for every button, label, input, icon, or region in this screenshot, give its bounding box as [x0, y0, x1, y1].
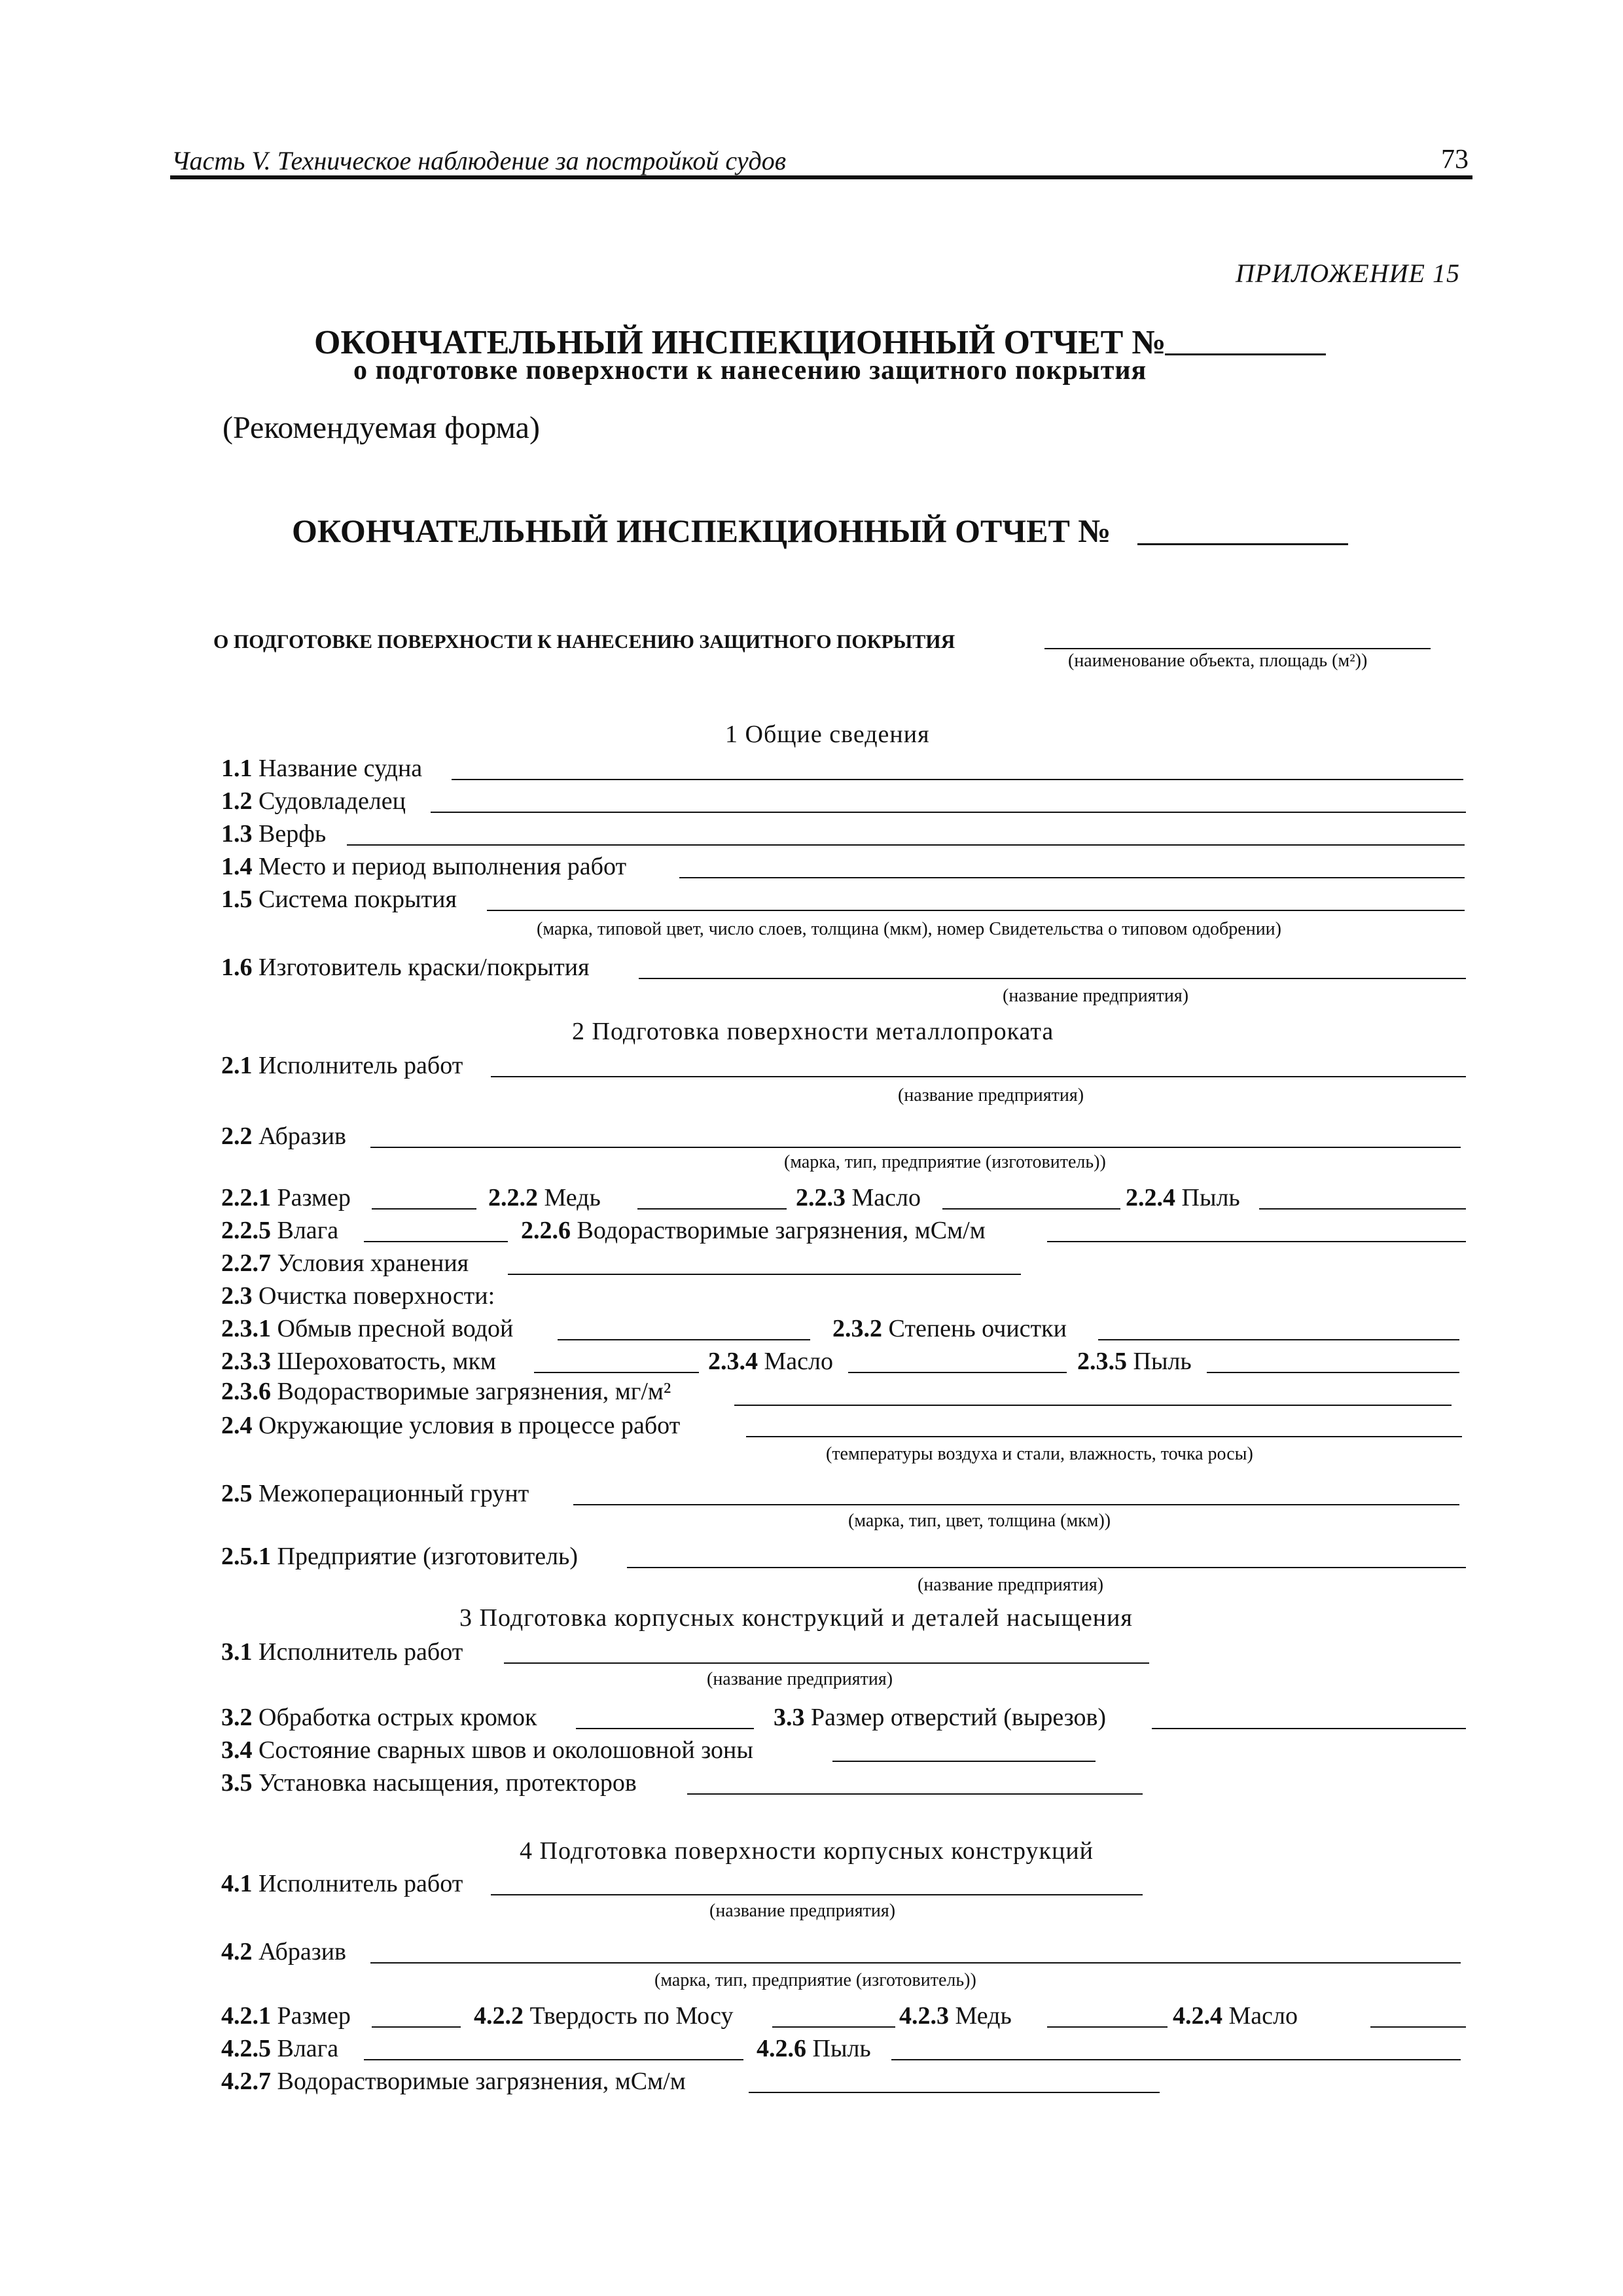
field-2-1-line[interactable]: [491, 1076, 1466, 1077]
field-2-2-1-line[interactable]: [372, 1208, 476, 1210]
field-3-3-line[interactable]: [1152, 1728, 1466, 1729]
field-2-5-line[interactable]: [573, 1504, 1459, 1505]
field-1-4-line[interactable]: [679, 877, 1465, 878]
field-4-2-7-line[interactable]: [749, 2092, 1160, 2093]
field-2-4-label: 2.4 Окружающие условия в процессе работ: [221, 1412, 681, 1439]
field-1-3-label: 1.3 Верфь: [221, 820, 327, 848]
report-title: ОКОНЧАТЕЛЬНЫЙ ИНСПЕКЦИОННЫЙ ОТЧЕТ №: [314, 324, 1166, 361]
field-2-2-5-label: 2.2.5 Влага: [221, 1217, 339, 1244]
field-1-4-label: 1.4 Место и период выполнения работ: [221, 853, 627, 880]
field-2-3-1-label: 2.3.1 Обмыв пресной водой: [221, 1315, 514, 1342]
field-1-6-label: 1.6 Изготовитель краски/покрытия: [221, 954, 590, 981]
field-2-5-hint: (марка, тип, цвет, толщина (мкм)): [848, 1511, 1111, 1531]
field-2-3-3-label: 2.3.3 Шероховатость, мкм: [221, 1348, 497, 1375]
field-2-2-6-label: 2.2.6 Водорастворимые загрязнения, мСм/м: [521, 1217, 986, 1244]
field-2-5-1-hint: (название предприятия): [918, 1575, 1104, 1595]
field-4-2-line[interactable]: [370, 1962, 1461, 1964]
field-1-1-line[interactable]: [452, 779, 1463, 780]
field-2-2-label: 2.2 Абразив: [221, 1122, 347, 1150]
field-1-6-hint: (название предприятия): [1003, 986, 1189, 1006]
field-3-5-label: 3.5 Установка насыщения, протекторов: [221, 1769, 637, 1797]
recommended-form-label: (Рекомендуемая форма): [223, 410, 540, 445]
field-4-2-7-label: 4.2.7 Водорастворимые загрязнения, мСм/м: [221, 2068, 686, 2095]
field-3-3-label: 3.3 Размер отверстий (вырезов): [774, 1704, 1107, 1731]
field-1-6-line[interactable]: [639, 978, 1466, 979]
field-1-2-label: 1.2 Судовладелец: [221, 787, 406, 815]
field-2-2-5-line[interactable]: [364, 1241, 508, 1242]
field-4-2-6-label: 4.2.6 Пыль: [757, 2035, 871, 2062]
page-number: 73: [1441, 145, 1469, 175]
field-3-2-label: 3.2 Обработка острых кромок: [221, 1704, 537, 1731]
field-4-2-4-label: 4.2.4 Масло: [1173, 2002, 1298, 2030]
report-subtitle: о подготовке поверхности к нанесению защитного покрытия: [353, 355, 1147, 386]
field-2-2-3-label: 2.2.3 Масло: [796, 1184, 921, 1211]
field-2-5-label: 2.5 Межоперационный грунт: [221, 1480, 529, 1507]
field-4-2-1-line[interactable]: [372, 2026, 461, 2028]
field-4-2-5-label: 4.2.5 Влага: [221, 2035, 339, 2062]
field-2-3-5-label: 2.3.5 Пыль: [1077, 1348, 1192, 1375]
field-1-5-hint: (марка, типовой цвет, число слоев, толщина (мкм), номер Свидетельства о типовом одобрении): [537, 919, 1281, 939]
field-2-4-hint: (температуры воздуха и стали, влажность, точка росы): [826, 1444, 1253, 1464]
running-title: Часть V. Техническое наблюдение за постройкой судов: [171, 146, 787, 175]
field-1-3-line[interactable]: [347, 844, 1465, 846]
field-1-2-line[interactable]: [431, 812, 1466, 813]
field-2-2-2-label: 2.2.2 Медь: [488, 1184, 601, 1211]
subject-label: О ПОДГОТОВКЕ ПОВЕРХНОСТИ К НАНЕСЕНИЮ ЗАЩИТНОГО ПОКРЫТИЯ: [213, 631, 955, 653]
field-2-2-4-label: 2.2.4 Пыль: [1126, 1184, 1240, 1211]
field-2-3-3-line[interactable]: [534, 1372, 699, 1373]
field-2-3-label: 2.3 Очистка поверхности:: [221, 1282, 495, 1310]
field-4-2-1-label: 4.2.1 Размер: [221, 2002, 351, 2030]
field-4-2-3-line[interactable]: [1047, 2026, 1168, 2028]
field-2-2-hint: (марка, тип, предприятие (изготовитель)): [784, 1152, 1106, 1172]
field-2-3-4-label: 2.3.4 Масло: [708, 1348, 833, 1375]
field-2-3-5-line[interactable]: [1207, 1372, 1459, 1373]
field-2-2-2-line[interactable]: [637, 1208, 787, 1210]
field-2-2-7-line[interactable]: [508, 1274, 1021, 1275]
form-title: ОКОНЧАТЕЛЬНЫЙ ИНСПЕКЦИОННЫЙ ОТЧЕТ №: [292, 512, 1111, 549]
field-1-1-label: 1.1 Название судна: [221, 755, 423, 782]
subject-hint: (наименование объекта, площадь (м²)): [1068, 651, 1368, 671]
field-1-5-line[interactable]: [487, 910, 1465, 911]
field-2-4-line[interactable]: [746, 1436, 1462, 1437]
field-2-5-1-line[interactable]: [627, 1567, 1466, 1568]
section-2-title: 2 Подготовка поверхности металлопроката: [572, 1018, 1054, 1045]
field-3-1-label: 3.1 Исполнитель работ: [221, 1638, 463, 1666]
field-2-1-label: 2.1 Исполнитель работ: [221, 1052, 463, 1079]
field-2-5-1-label: 2.5.1 Предприятие (изготовитель): [221, 1543, 579, 1570]
field-2-3-6-line[interactable]: [734, 1405, 1452, 1406]
section-1-title: 1 Общие сведения: [725, 721, 930, 748]
form-number-field[interactable]: [1137, 543, 1348, 545]
field-2-3-2-label: 2.3.2 Степень очистки: [832, 1315, 1067, 1342]
field-2-2-6-line[interactable]: [1047, 1241, 1466, 1242]
field-2-1-hint: (название предприятия): [898, 1085, 1084, 1105]
field-3-5-line[interactable]: [687, 1793, 1143, 1795]
field-4-2-6-line[interactable]: [891, 2059, 1461, 2060]
field-2-2-7-label: 2.2.7 Условия хранения: [221, 1249, 469, 1277]
field-4-2-2-line[interactable]: [772, 2026, 895, 2028]
field-2-3-2-line[interactable]: [1098, 1339, 1459, 1340]
field-2-3-6-label: 2.3.6 Водорастворимые загрязнения, мг/м²: [221, 1378, 671, 1405]
field-2-3-4-line[interactable]: [848, 1372, 1067, 1373]
field-4-2-2-label: 4.2.2 Твердость по Мосу: [474, 2002, 734, 2030]
field-2-3-1-line[interactable]: [558, 1339, 810, 1340]
appendix-label: ПРИЛОЖЕНИЕ 15: [1236, 259, 1460, 288]
field-4-2-label: 4.2 Абразив: [221, 1938, 347, 1965]
field-4-1-label: 4.1 Исполнитель работ: [221, 1870, 463, 1897]
field-3-2-line[interactable]: [576, 1728, 754, 1729]
field-4-2-5-line[interactable]: [364, 2059, 743, 2060]
field-4-1-line[interactable]: [491, 1894, 1143, 1895]
section-4-title: 4 Подготовка поверхности корпусных конструкций: [520, 1837, 1094, 1865]
field-2-2-4-line[interactable]: [1259, 1208, 1466, 1210]
field-1-5-label: 1.5 Система покрытия: [221, 886, 457, 913]
subject-field[interactable]: [1044, 648, 1431, 649]
field-4-2-3-label: 4.2.3 Медь: [899, 2002, 1012, 2030]
field-2-2-line[interactable]: [370, 1147, 1461, 1148]
section-3-title: 3 Подготовка корпусных конструкций и деталей насыщения: [459, 1604, 1133, 1632]
field-2-2-1-label: 2.2.1 Размер: [221, 1184, 351, 1211]
field-2-2-3-line[interactable]: [942, 1208, 1120, 1210]
report-number-field[interactable]: [1165, 353, 1326, 355]
field-4-2-hint: (марка, тип, предприятие (изготовитель)): [654, 1970, 976, 1990]
field-3-1-line[interactable]: [504, 1662, 1149, 1664]
header-rule: [170, 175, 1472, 179]
field-3-4-line[interactable]: [832, 1761, 1096, 1762]
field-3-4-label: 3.4 Состояние сварных швов и околошовной зоны: [221, 1736, 753, 1764]
field-4-1-hint: (название предприятия): [709, 1901, 896, 1921]
field-4-2-4-line[interactable]: [1370, 2026, 1466, 2028]
field-3-1-hint: (название предприятия): [707, 1669, 893, 1689]
